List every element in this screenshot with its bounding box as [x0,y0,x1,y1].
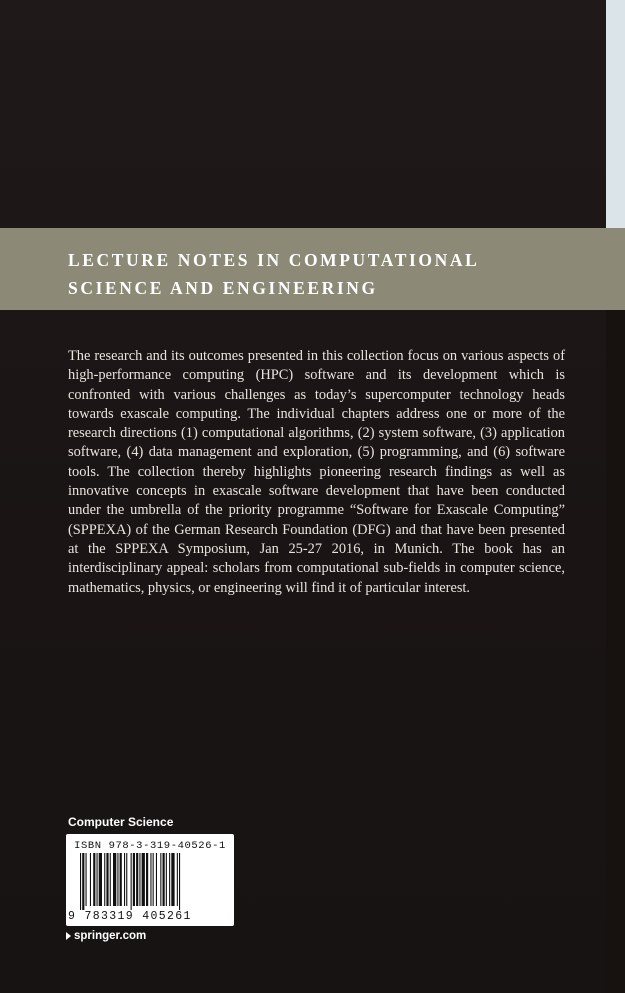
arrow-right-icon [66,932,71,940]
publisher-url: springer.com [74,930,147,942]
spine-accent-strip [606,0,625,228]
series-title [68,246,588,302]
series-title-line-1: LECTURE NOTES IN COMPUTATIONAL [68,250,480,270]
series-title-line-2: SCIENCE AND ENGINEERING [68,278,378,298]
barcode-digits: 9 783319 405261 [68,910,192,923]
subject-category: Computer Science [68,815,174,829]
isbn-label: ISBN 978-3-319-40526-1 [74,840,226,852]
publisher-link[interactable] [66,930,146,942]
book-abstract: The research and its outcomes presented in this collection focus on various aspects of high-performance computing (HPC) software and its development which is confronted with various challenges as today’s supercomputer technology heads towards exascale computing. The individual chapters address one or more of the research directions (1) computational algorithms, (2) system software, (3) application software, (4) data management and exploration, (5) programming, and (6) software tools. The collection thereby highlights pioneering research findings as well as innovative concepts in exascale software development that have been conducted under the umbrella of the priority programme “Software for Exascale Computing” (SPPEXA) of the German Research Foundation (DFG) and that have been presented at the SPPEXA Symposium, Jan 25-27 2016, in Munich. The book has an interdisciplinary appeal: scholars from computational sub-fields in computer science, mathematics, physics, or engineering will find it of particular interest. [68,348,565,596]
barcode-icon [80,853,220,910]
isbn-barcode-panel [66,834,234,926]
